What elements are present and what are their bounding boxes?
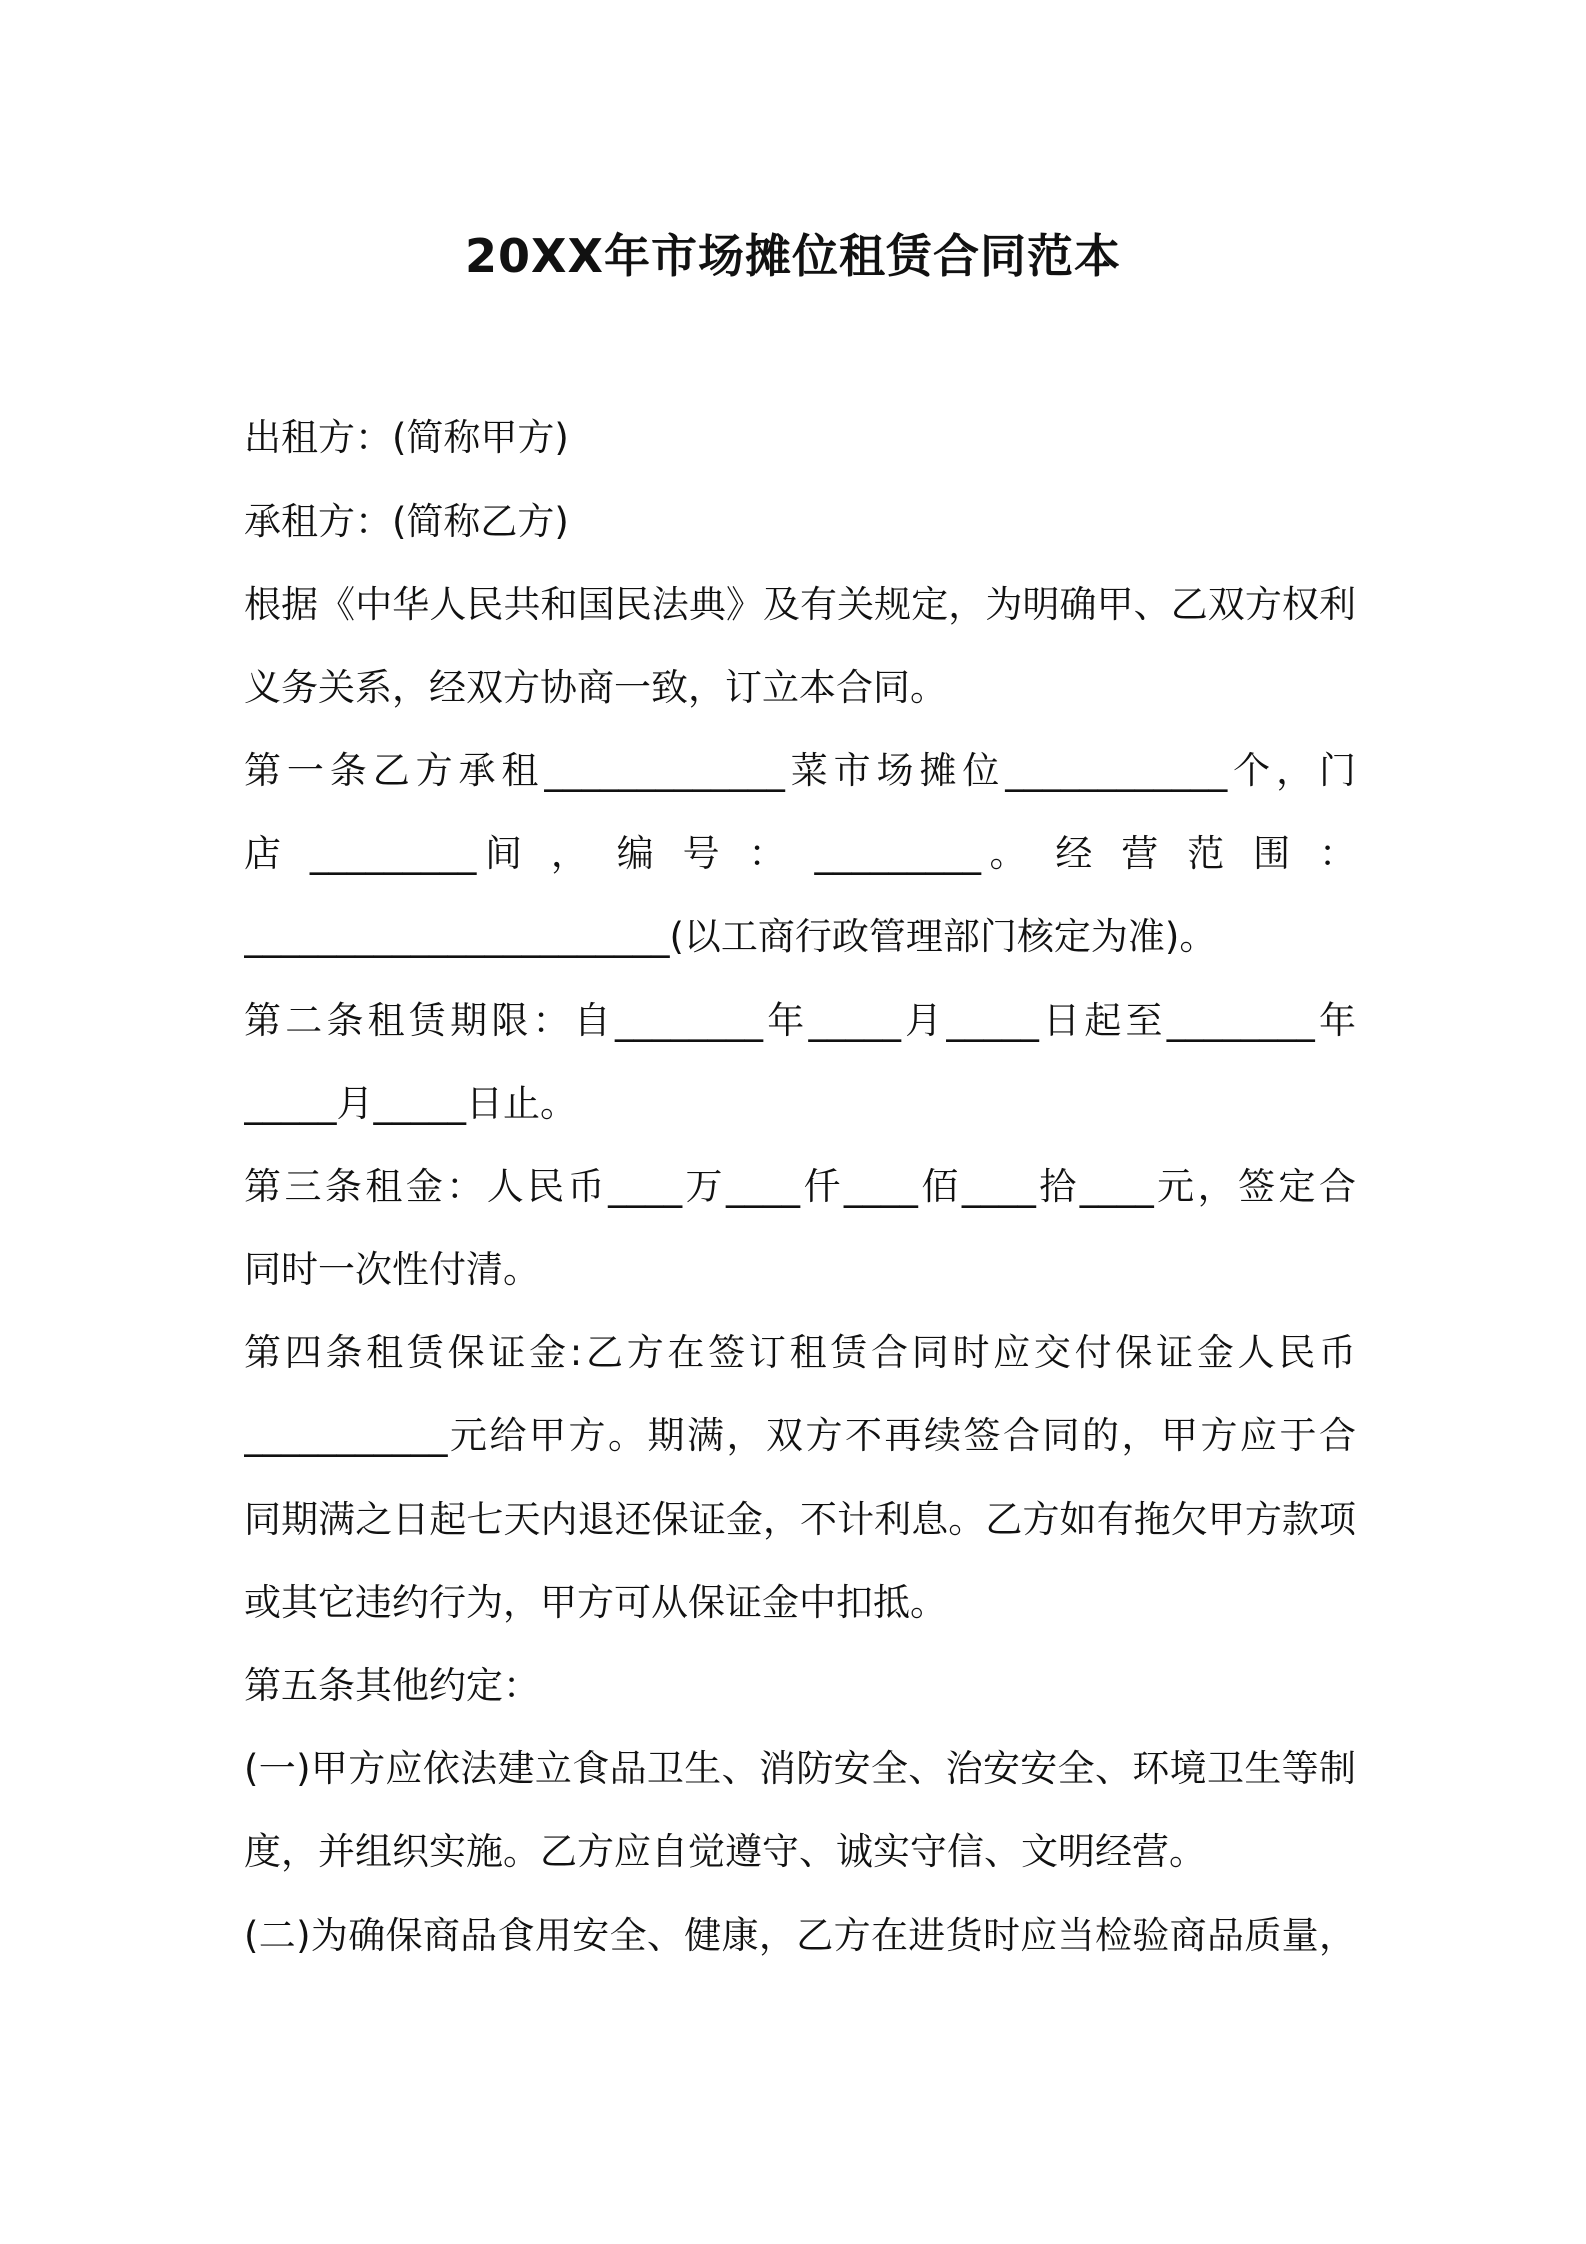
article-2-line-2: _____月_____日止。 [244, 1082, 577, 1125]
article-4-line-1: 第四条租赁保证金:乙方在签订租赁合同时应交付保证金人民币 [244, 1331, 1356, 1374]
article-5-heading: 第五条其他约定： [244, 1664, 540, 1707]
article-5-item-1-line-2: 度，并组织实施。乙方应自觉遵守、诚实守信、文明经营。 [244, 1830, 1206, 1873]
article-5-item-1-line-1: (一)甲方应依法建立食品卫生、消防安全、治安安全、环境卫生等制 [244, 1747, 1356, 1790]
article-4-line-4: 或其它违约行为，甲方可从保证金中扣抵。 [244, 1581, 947, 1624]
article-4-line-3: 同期满之日起七天内退还保证金，不计利息。乙方如有拖欠甲方款项 [244, 1498, 1356, 1541]
article-1-line-1: 第一条乙方承租_____________菜市场摊位____________个，门 [244, 749, 1356, 792]
article-4-line-2: ___________元给甲方。期满，双方不再续签合同的，甲方应于合 [244, 1414, 1356, 1457]
article-1-line-2: 店 _________间 ， 编 号 ： _________。 经 营 范 围 ： [244, 832, 1356, 875]
article-1-line-3: _______________________(以工商行政管理部门核定为准)。 [244, 915, 1217, 958]
lessee-line: 承租方：(简称乙方) [244, 500, 569, 543]
preamble-line-1: 根据《中华人民共和国民法典》及有关规定，为明确甲、乙双方权利 [244, 583, 1356, 626]
article-2-line-1: 第二条租赁期限：自________年_____月_____日起至________年 [244, 999, 1356, 1042]
article-3-line-2: 同时一次性付清。 [244, 1248, 540, 1291]
article-5-item-2-line-1: (二)为确保商品食用安全、健康，乙方在进货时应当检验商品质量， [244, 1914, 1356, 1957]
document-title: 20XX年市场摊位租赁合同范本 [465, 229, 1121, 283]
preamble-line-2: 义务关系，经双方协商一致，订立本合同。 [244, 666, 947, 709]
lessor-line: 出租方：(简称甲方) [244, 416, 569, 459]
article-3-line-1: 第三条租金：人民币____万____仟____佰____拾____元，签定合 [244, 1165, 1356, 1208]
